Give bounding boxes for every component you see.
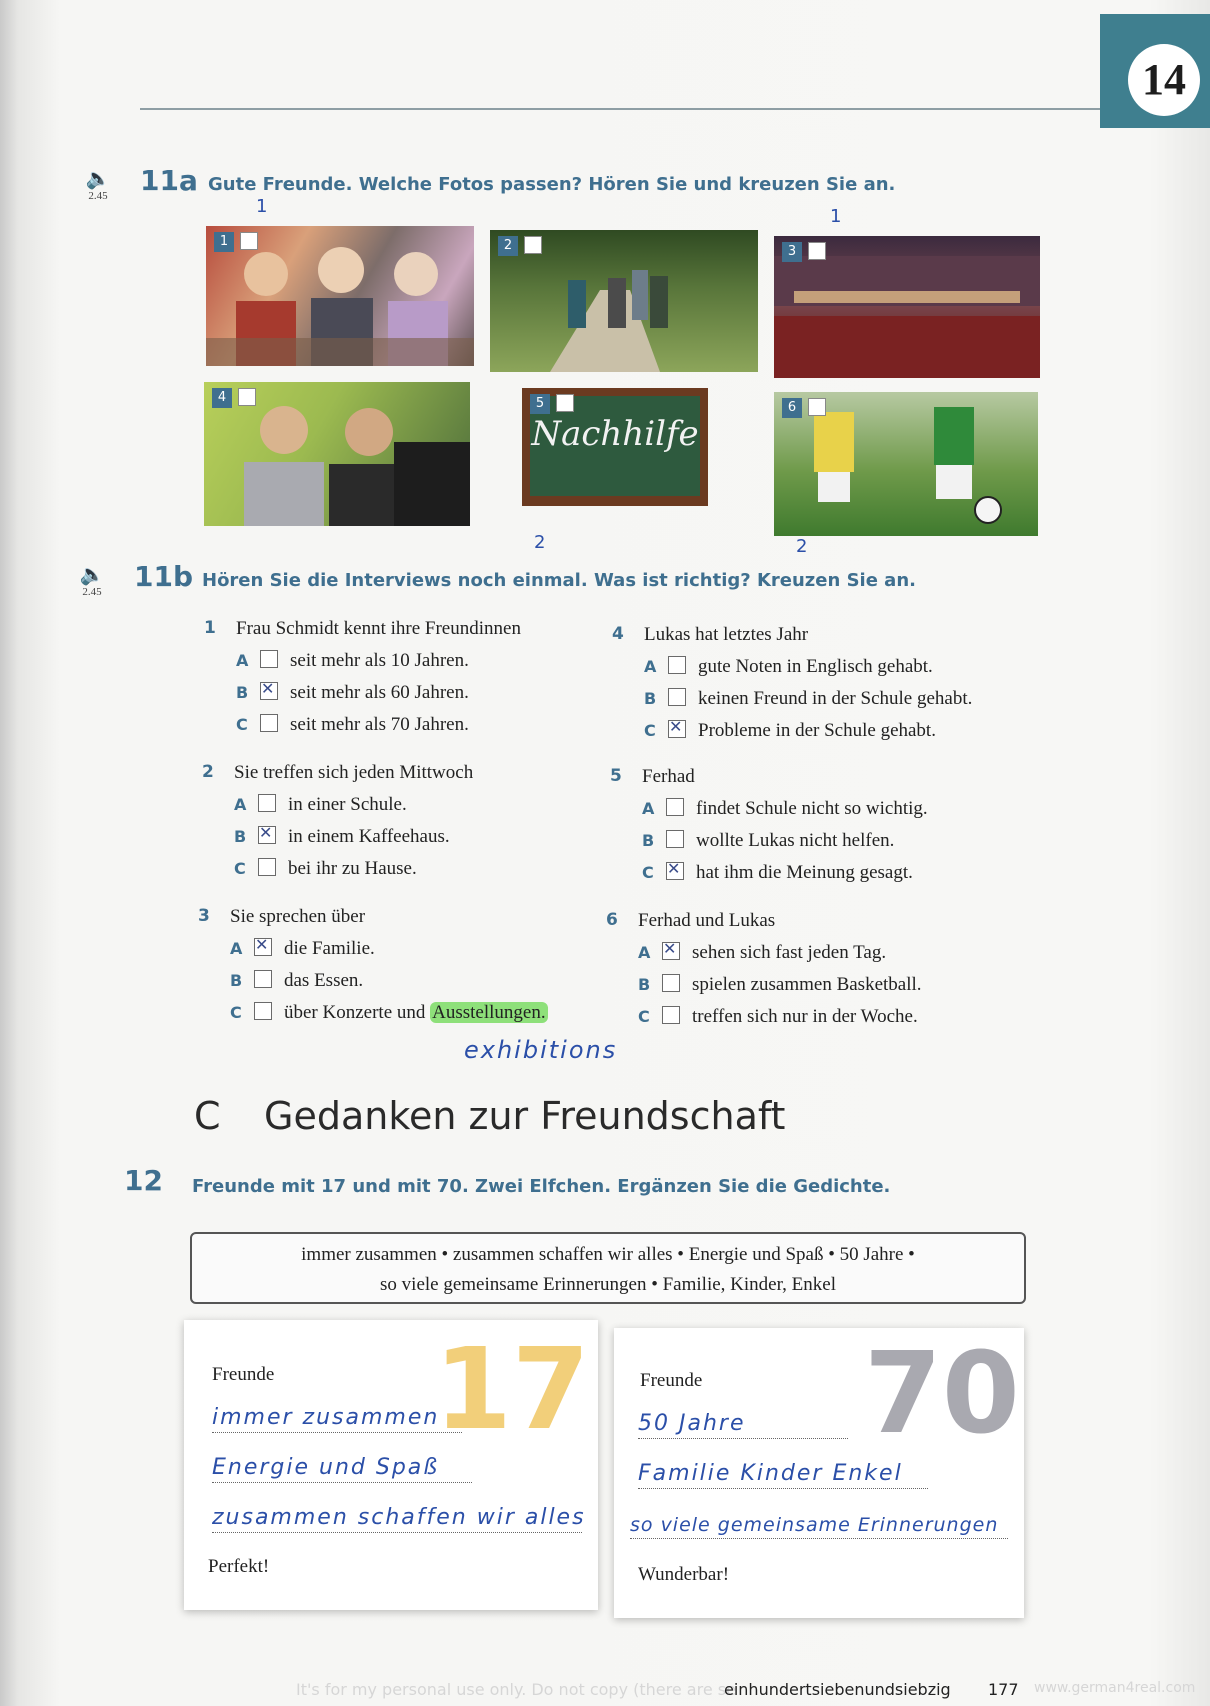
option-text: sehen sich fast jeden Tag. bbox=[692, 942, 887, 963]
option-text: das Essen. bbox=[284, 970, 364, 991]
option-text: spielen zusammen Basketball. bbox=[692, 974, 922, 995]
option-checkbox[interactable] bbox=[668, 656, 686, 674]
word-box-line: so viele gemeinsame Erinnerungen • Familie, Kinder, Enkel bbox=[380, 1274, 836, 1295]
watermark-site: www.german4real.com bbox=[1034, 1680, 1196, 1696]
option-letter: A bbox=[230, 939, 243, 958]
handwritten-answer: zusammen schaffen wir alles bbox=[212, 1505, 586, 1530]
option-text: Probleme in der Schule gehabt. bbox=[698, 720, 936, 741]
page-number: 177 bbox=[988, 1680, 1019, 1699]
speaker-icon: 🔈 bbox=[85, 168, 111, 190]
audio-track-number: 2.45 bbox=[82, 586, 102, 598]
audio-track-11a[interactable] bbox=[78, 168, 118, 202]
poem-opening: Freunde bbox=[212, 1364, 275, 1385]
handwritten-answer: Energie und Spaß bbox=[212, 1455, 440, 1480]
question-number: 5 bbox=[610, 766, 622, 786]
exercise-number-12: 12 bbox=[124, 1164, 163, 1197]
photo-checkbox[interactable] bbox=[238, 388, 256, 406]
option-letter: B bbox=[236, 683, 249, 702]
option-checkbox[interactable] bbox=[662, 974, 680, 992]
question-2 bbox=[202, 762, 582, 879]
question-number: 2 bbox=[202, 762, 214, 782]
header-rule bbox=[140, 108, 1100, 110]
option-letter: C bbox=[638, 1007, 650, 1026]
answer-option[interactable] bbox=[642, 862, 913, 884]
question-text: Sie treffen sich jeden Mittwoch bbox=[234, 762, 474, 783]
photo-number: 2 bbox=[498, 236, 518, 256]
option-checkbox-checked[interactable] bbox=[254, 938, 272, 956]
answer-option[interactable] bbox=[642, 830, 894, 852]
answer-option[interactable] bbox=[644, 720, 936, 742]
option-text: keinen Freund in der Schule gehabt. bbox=[698, 688, 973, 709]
option-text: wollte Lukas nicht helfen. bbox=[696, 830, 895, 851]
photo-number: 5 bbox=[530, 394, 550, 414]
photo-concert-hall bbox=[774, 236, 1040, 378]
option-letter: A bbox=[642, 799, 655, 818]
question-number: 1 bbox=[204, 618, 216, 638]
option-text: seit mehr als 60 Jahren. bbox=[290, 682, 469, 703]
answer-option[interactable] bbox=[644, 656, 933, 678]
audio-track-11b[interactable] bbox=[72, 564, 112, 598]
photo-checkbox[interactable] bbox=[808, 398, 826, 416]
handwritten-mark: 1 bbox=[256, 196, 268, 217]
answer-option[interactable] bbox=[642, 798, 928, 820]
speaker-icon: 🔈 bbox=[79, 564, 105, 586]
answer-option[interactable] bbox=[234, 858, 417, 880]
option-checkbox-checked[interactable] bbox=[668, 720, 686, 738]
answer-option[interactable] bbox=[644, 688, 972, 710]
question-3 bbox=[198, 906, 618, 1023]
option-checkbox-checked[interactable] bbox=[258, 826, 276, 844]
option-text: seit mehr als 10 Jahren. bbox=[290, 650, 469, 671]
option-checkbox-checked[interactable] bbox=[662, 942, 680, 960]
option-checkbox[interactable] bbox=[662, 1006, 680, 1024]
chapter-number: 14 bbox=[1128, 44, 1200, 116]
answer-option[interactable] bbox=[236, 682, 469, 704]
handwritten-mark: 1 bbox=[830, 206, 842, 227]
option-text: in einem Kaffeehaus. bbox=[288, 826, 450, 847]
option-checkbox-checked[interactable] bbox=[260, 682, 278, 700]
option-letter: C bbox=[644, 721, 656, 740]
option-checkbox[interactable] bbox=[258, 794, 276, 812]
option-letter: B bbox=[644, 689, 657, 708]
exercise-number-11b: 11b bbox=[134, 560, 194, 593]
question-4 bbox=[612, 624, 1072, 741]
page-footer bbox=[0, 1676, 1210, 1706]
option-letter: B bbox=[234, 827, 247, 846]
page-number-words: einhundertsiebenundsiebzig bbox=[724, 1680, 951, 1699]
handwritten-mark: 2 bbox=[796, 536, 808, 557]
word-box-line: immer zusammen • zusammen schaffen wir alles • Energie und Spaß • 50 Jahre • bbox=[301, 1244, 915, 1265]
answer-option[interactable] bbox=[230, 970, 363, 992]
photo-walking-path bbox=[490, 230, 758, 372]
poem-line[interactable] bbox=[638, 1406, 848, 1439]
answer-option[interactable] bbox=[234, 826, 450, 848]
option-letter: B bbox=[230, 971, 243, 990]
option-checkbox[interactable] bbox=[666, 830, 684, 848]
option-text: findet Schule nicht so wichtig. bbox=[696, 798, 928, 819]
poem-closing: Wunderbar! bbox=[638, 1564, 730, 1585]
option-checkbox[interactable] bbox=[260, 650, 278, 668]
exercise-number-11a: 11a bbox=[140, 164, 198, 197]
question-number: 4 bbox=[612, 624, 624, 644]
option-checkbox[interactable] bbox=[254, 970, 272, 988]
question-text: Lukas hat letztes Jahr bbox=[644, 624, 809, 645]
photo-football bbox=[774, 392, 1038, 536]
photo-number: 1 bbox=[214, 232, 234, 252]
option-letter: C bbox=[236, 715, 248, 734]
photo-number: 3 bbox=[782, 242, 802, 262]
option-checkbox[interactable] bbox=[666, 798, 684, 816]
option-letter: B bbox=[642, 831, 655, 850]
answer-option[interactable] bbox=[638, 1006, 918, 1028]
option-checkbox[interactable] bbox=[668, 688, 686, 706]
handwritten-answer: Familie Kinder Enkel bbox=[638, 1461, 903, 1486]
highlighted-word: Ausstellungen. bbox=[432, 1002, 546, 1023]
poem-big-number: 17 bbox=[434, 1325, 590, 1455]
audio-track-number: 2.45 bbox=[88, 190, 108, 202]
exercise-instruction-11b: Hören Sie die Interviews noch einmal. Was ist richtig? Kreuzen Sie an. bbox=[202, 570, 916, 591]
poem-line[interactable] bbox=[212, 1500, 586, 1533]
exercise-instruction-12: Freunde mit 17 und mit 70. Zwei Elfchen. Ergänzen Sie die Gedichte. bbox=[192, 1176, 891, 1197]
question-5 bbox=[610, 766, 1070, 883]
poem-line[interactable] bbox=[212, 1400, 462, 1433]
question-number: 6 bbox=[606, 910, 618, 930]
option-text: hat ihm die Meinung gesagt. bbox=[696, 862, 913, 883]
poem-big-number: 70 bbox=[864, 1329, 1020, 1459]
watermark-text: It's for my personal use only. Do not copy (there are se bbox=[296, 1680, 736, 1699]
option-text: seit mehr als 70 Jahren. bbox=[290, 714, 469, 735]
option-letter: A bbox=[638, 943, 651, 962]
option-text: über Konzerte und bbox=[284, 1002, 431, 1023]
poem-line[interactable] bbox=[638, 1456, 928, 1489]
option-checkbox[interactable] bbox=[258, 858, 276, 876]
option-letter: B bbox=[638, 975, 651, 994]
handwritten-answer: 50 Jahre bbox=[638, 1411, 746, 1436]
poem-opening: Freunde bbox=[640, 1370, 703, 1391]
answer-option[interactable] bbox=[638, 974, 922, 996]
option-letter: A bbox=[644, 657, 657, 676]
section-title: Gedanken zur Freundschaft bbox=[264, 1094, 786, 1138]
photo-checkbox[interactable] bbox=[524, 236, 542, 254]
answer-option[interactable] bbox=[638, 942, 886, 964]
option-letter: C bbox=[642, 863, 654, 882]
photo-number: 6 bbox=[782, 398, 802, 418]
option-text: die Familie. bbox=[284, 938, 375, 959]
option-text: bei ihr zu Hause. bbox=[288, 858, 417, 879]
section-letter: C bbox=[194, 1094, 221, 1138]
question-6 bbox=[606, 910, 1066, 1027]
question-number: 3 bbox=[198, 906, 210, 926]
handwritten-answer: immer zusammen bbox=[212, 1405, 440, 1430]
answer-option[interactable] bbox=[230, 938, 375, 960]
poem-card-70 bbox=[614, 1328, 1024, 1618]
question-text: Sie sprechen über bbox=[230, 906, 366, 927]
photo-chalkboard bbox=[522, 388, 708, 506]
poem-line[interactable] bbox=[212, 1450, 472, 1483]
photo-checkbox[interactable] bbox=[808, 242, 826, 260]
question-text: Ferhad bbox=[642, 766, 695, 787]
option-checkbox-checked[interactable] bbox=[666, 862, 684, 880]
poem-line[interactable] bbox=[630, 1506, 1008, 1539]
option-text: in einer Schule. bbox=[288, 794, 407, 815]
photo-teen-gamers bbox=[204, 382, 470, 526]
question-text: Ferhad und Lukas bbox=[638, 910, 776, 931]
photo-senior-friends bbox=[206, 226, 474, 366]
handwritten-translation: exhibitions bbox=[464, 1036, 618, 1064]
answer-option[interactable] bbox=[230, 1002, 548, 1024]
option-text: gute Noten in Englisch gehabt. bbox=[698, 656, 933, 677]
option-letter: C bbox=[234, 859, 246, 878]
poem-closing: Perfekt! bbox=[208, 1556, 270, 1577]
answer-option[interactable] bbox=[234, 794, 407, 816]
poem-card-17 bbox=[184, 1320, 598, 1610]
option-text: treffen sich nur in der Woche. bbox=[692, 1006, 918, 1027]
option-letter: C bbox=[230, 1003, 242, 1022]
chalkboard-text: Nachhilfe bbox=[531, 414, 699, 454]
answer-option[interactable] bbox=[236, 650, 469, 672]
handwritten-answer: so viele gemeinsame Erinnerungen bbox=[630, 1514, 999, 1536]
answer-option[interactable] bbox=[236, 714, 469, 736]
word-box bbox=[190, 1232, 1026, 1304]
photo-checkbox[interactable] bbox=[240, 232, 258, 250]
option-checkbox[interactable] bbox=[260, 714, 278, 732]
option-checkbox[interactable] bbox=[254, 1002, 272, 1020]
photo-checkbox[interactable] bbox=[556, 394, 574, 412]
option-letter: A bbox=[236, 651, 249, 670]
option-letter: A bbox=[234, 795, 247, 814]
question-text: Frau Schmidt kennt ihre Freundinnen bbox=[236, 618, 521, 639]
handwritten-mark: 2 bbox=[534, 532, 546, 553]
photo-number: 4 bbox=[212, 388, 232, 408]
question-1 bbox=[204, 618, 584, 735]
exercise-instruction-11a: Gute Freunde. Welche Fotos passen? Hören Sie und kreuzen Sie an. bbox=[208, 174, 896, 195]
